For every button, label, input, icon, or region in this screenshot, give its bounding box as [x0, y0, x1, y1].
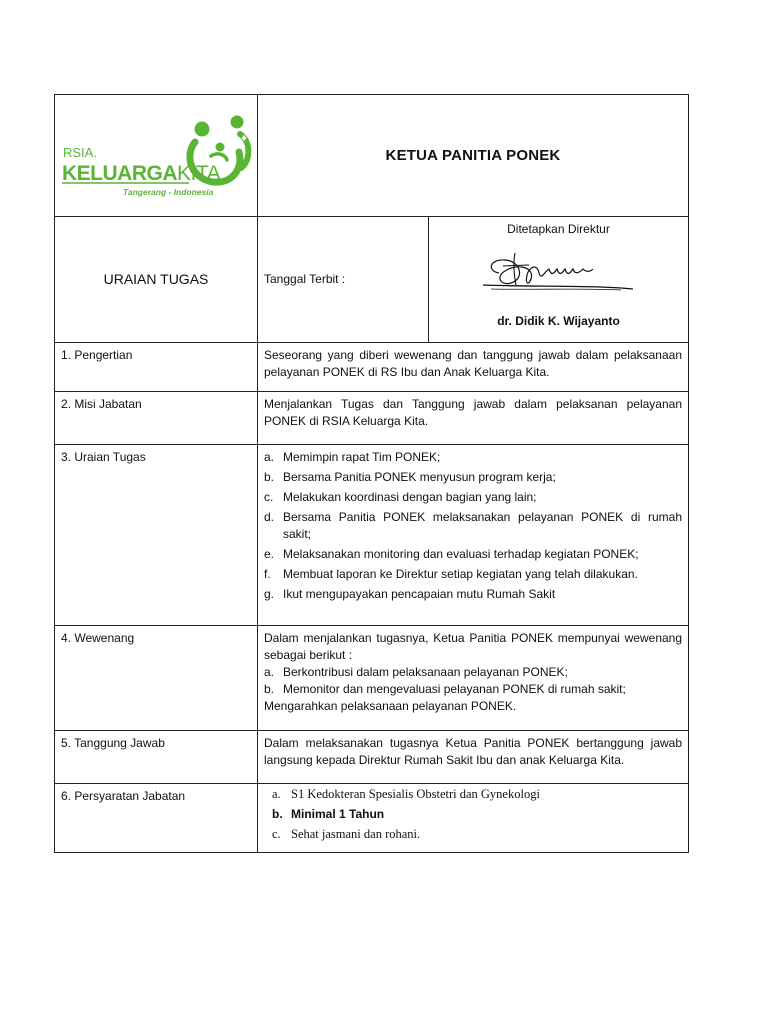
list-marker: d. — [264, 510, 275, 524]
list-text: Memonitor dan mengevaluasi pelayanan PONEK di rumah sakit; — [283, 682, 626, 696]
task-list — [264, 449, 682, 603]
section-row-misi — [55, 392, 689, 445]
section-label: 3. Uraian Tugas — [55, 445, 258, 626]
director-name: dr. Didik K. Wijayanto — [497, 314, 620, 328]
list-marker: c. — [264, 490, 274, 504]
list-marker: a. — [264, 450, 275, 464]
list-item — [264, 449, 682, 466]
section-label: 6. Persyaratan Jabatan — [55, 784, 258, 853]
section-text: Dalam melaksanakan tugasnya Ketua Panitia PONEK bertanggung jawab langsung kepada Direktur Rumah Sakit Ibu dan anak Keluarga Kita. — [264, 736, 683, 767]
list-marker: b. — [264, 682, 275, 696]
section-row-wewenang — [55, 626, 689, 731]
section-label: 5. Tanggung Jawab — [55, 731, 258, 784]
list-text: Melakukan koordinasi dengan bagian yang lain; — [283, 490, 537, 504]
list-item — [264, 806, 682, 823]
list-marker: c. — [272, 827, 281, 841]
list-marker: e. — [264, 547, 275, 561]
section-content — [258, 731, 689, 784]
document-table — [54, 94, 689, 853]
logo-cell — [55, 95, 258, 217]
list-text: Bersama Panitia PONEK menyusun program kerja; — [283, 470, 556, 484]
list-text: Memimpin rapat Tim PONEK; — [283, 450, 441, 464]
tanggal-terbit-label: Tanggal Terbit : — [258, 217, 429, 343]
list-marker: a. — [264, 665, 275, 679]
section-intro: Dalam menjalankan tugasnya, Ketua Panitia PONEK mempunyai wewenang sebagai berikut : — [264, 631, 683, 662]
list-item — [264, 681, 682, 698]
list-text: Berkontribusi dalam pelaksanaan pelayanan PONEK; — [283, 665, 568, 679]
list-marker: g. — [264, 587, 275, 601]
meta-row — [55, 217, 689, 343]
list-text: Minimal 1 Tahun — [291, 807, 385, 821]
list-marker: a. — [272, 787, 281, 801]
list-marker: f. — [264, 567, 271, 581]
section-content — [258, 445, 689, 626]
logo-tagline: Tangerang - Indonesia — [123, 187, 214, 197]
requirement-list — [264, 786, 682, 843]
logo-name-part1: KELUARGA — [62, 162, 177, 185]
section-row-uraian — [55, 445, 689, 626]
list-text: Melaksanakan monitoring dan evaluasi terhadap kegiatan PONEK; — [283, 547, 639, 561]
list-text: Ikut mengupayakan pencapaian mutu Rumah Sakit — [283, 587, 556, 601]
ditetapkan-label: Ditetapkan Direktur — [507, 222, 610, 236]
list-item — [264, 566, 682, 583]
hospital-logo — [57, 96, 257, 214]
list-marker: b. — [272, 807, 283, 821]
list-item — [264, 489, 682, 506]
section-row-pengertian — [55, 343, 689, 392]
list-marker: b. — [264, 470, 275, 484]
section-label: 1. Pengertian — [55, 343, 258, 392]
section-content — [258, 392, 689, 445]
section-content — [258, 343, 689, 392]
uraian-tugas-heading: URAIAN TUGAS — [55, 217, 258, 343]
section-text: Seseorang yang diberi wewenang dan tanggung jawab dalam pelaksanaan pelayanan PONEK di RS Ibu dan Anak Keluarga Kita. — [264, 348, 683, 379]
list-item — [264, 786, 682, 803]
document-title: KETUA PANITIA PONEK — [258, 95, 689, 217]
section-label: 2. Misi Jabatan — [55, 392, 258, 445]
list-text: Bersama Panitia PONEK melaksanakan pelayanan PONEK di rumah sakit; — [283, 510, 683, 541]
logo-prefix: RSIA. — [63, 145, 97, 160]
list-text: S1 Kedokteran Spesialis Obstetri dan Gynekologi — [291, 787, 540, 801]
header-row — [55, 95, 689, 217]
section-content — [258, 784, 689, 853]
approval-cell — [429, 217, 689, 343]
section-content — [258, 626, 689, 731]
list-item — [264, 664, 682, 681]
section-text: Menjalankan Tugas dan Tanggung jawab dalam pelaksanan pelayanan PONEK di RSIA Keluarga Kita. — [264, 397, 683, 428]
section-label: 4. Wewenang — [55, 626, 258, 731]
logo-name-part2: KITA — [177, 162, 221, 185]
list-item — [264, 509, 682, 543]
authority-list — [264, 664, 682, 698]
list-item — [264, 586, 682, 603]
section-closing: Mengarahkan pelaksanaan pelayanan PONEK. — [264, 699, 517, 713]
list-text: Membuat laporan ke Direktur setiap kegiatan yang telah dilakukan. — [283, 567, 638, 581]
section-row-tanggung-jawab — [55, 731, 689, 784]
director-signature — [481, 249, 641, 293]
list-item — [264, 546, 682, 563]
list-item — [264, 469, 682, 486]
section-row-persyaratan — [55, 784, 689, 853]
list-text: Sehat jasmani dan rohani. — [291, 827, 421, 841]
list-item — [264, 826, 682, 843]
